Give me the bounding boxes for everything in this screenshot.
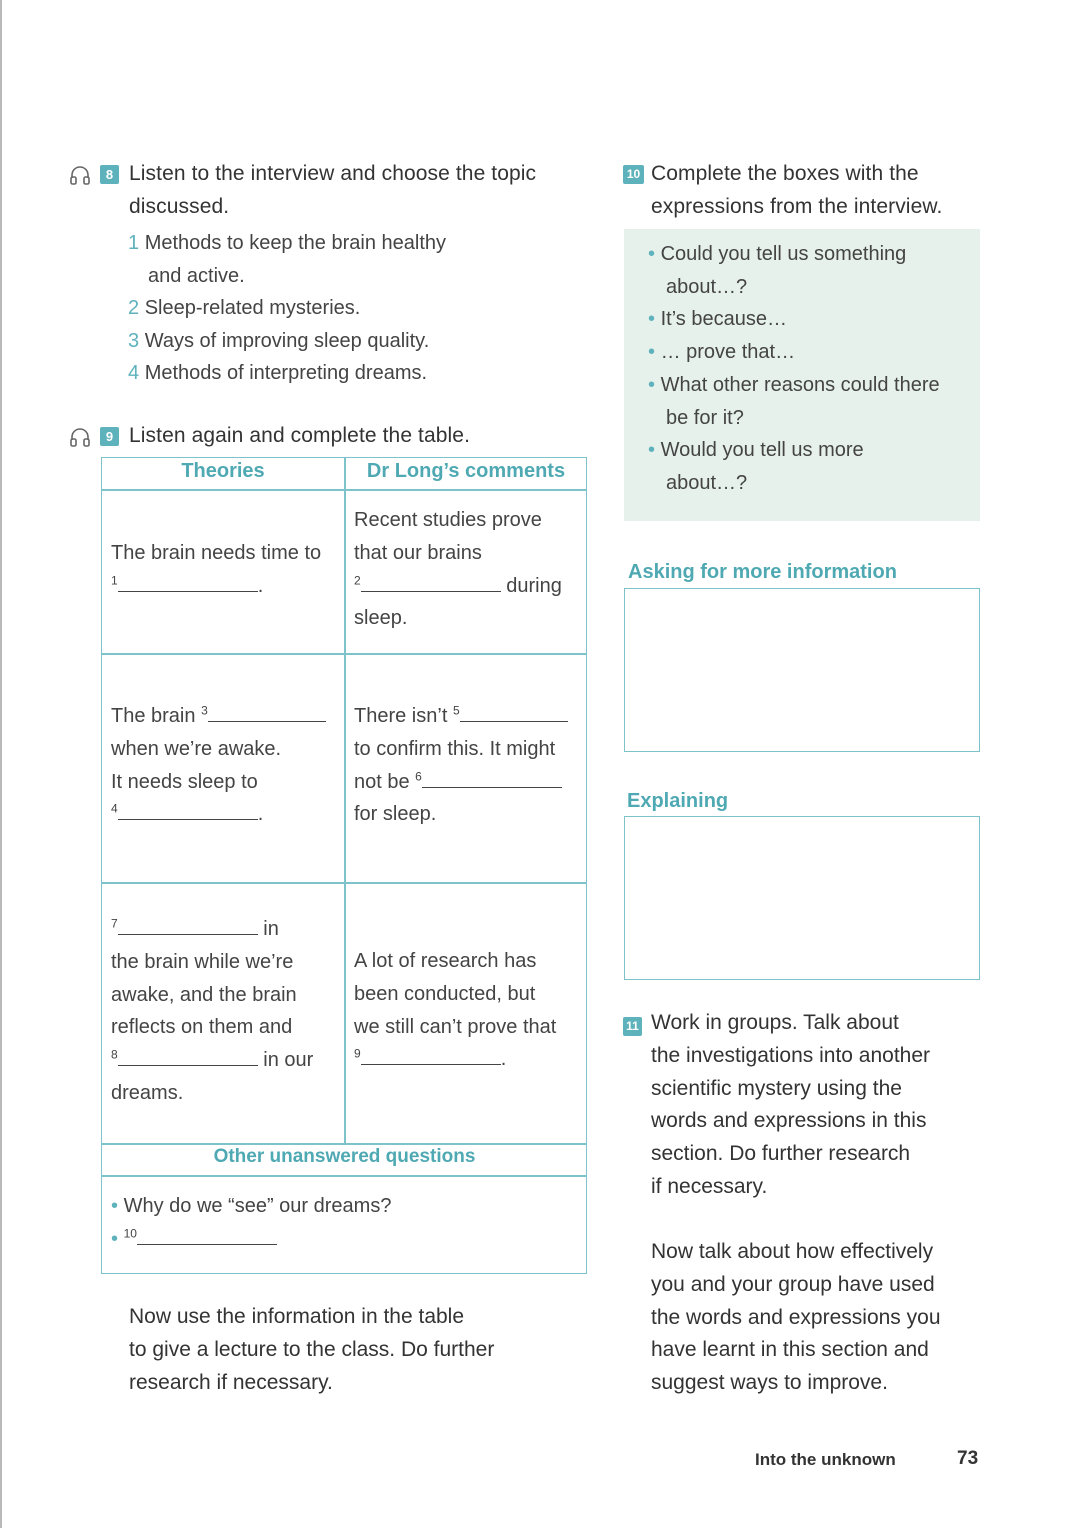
instruction-line: Complete the boxes with the: [651, 162, 919, 185]
answer-blank[interactable]: [208, 703, 326, 722]
list-item: 3 Ways of improving sleep quality.: [128, 329, 430, 352]
cell-text: been conducted, but: [354, 982, 536, 1005]
headphones-icon: [69, 164, 91, 186]
cell-text: to confirm this. It might: [354, 737, 556, 760]
cell-text: $^1$ .: [111, 573, 264, 597]
answer-blank[interactable]: [118, 916, 258, 935]
cell-text: awake, and the brain: [111, 983, 297, 1006]
exercise-number-badge: 11: [623, 1017, 642, 1036]
list-item: • Why do we “see” our dreams?: [111, 1195, 392, 1217]
table-divider: [344, 457, 346, 1144]
table-divider: [101, 1143, 587, 1145]
table-cell: [354, 945, 584, 1076]
instruction-line: expressions from the interview.: [651, 195, 943, 218]
paragraph-line: Now talk about how effectively: [651, 1240, 934, 1263]
exercise-11-reflection: [651, 1236, 991, 1400]
paragraph-line: if necessary.: [651, 1174, 768, 1198]
answer-blank[interactable]: [422, 769, 562, 788]
expressions-list: [648, 238, 978, 500]
cell-text: A lot of research has: [354, 950, 537, 972]
cell-text: $^9$ .: [354, 1046, 507, 1071]
column-header-comments: Dr Long’s comments: [366, 460, 566, 482]
exercise-number-badge: 10: [623, 165, 644, 184]
list-item: be for it?: [666, 406, 744, 429]
paragraph-line: you and your group have used: [651, 1272, 935, 1296]
exercise-8-instruction: [129, 157, 589, 223]
cell-text: reflects on them and: [111, 1016, 293, 1039]
paragraph-line: Now use the information in the table: [129, 1305, 465, 1328]
cell-text: It needs sleep to: [111, 770, 258, 793]
list-item: • $^{10}$: [111, 1223, 571, 1256]
topic-options-list: [128, 227, 578, 390]
paragraph-line: research if necessary.: [129, 1370, 333, 1394]
cell-text: $^2$ during: [354, 572, 562, 597]
cell-text: The brain $^3$: [111, 700, 341, 733]
page-number: 73: [957, 1448, 979, 1469]
table-divider: [101, 882, 587, 884]
explaining-box-title: Explaining: [627, 790, 729, 812]
paragraph-line: have learnt in this section and: [651, 1338, 929, 1362]
exercise-9-instruction: Listen again and complete the table.: [129, 424, 471, 447]
paragraph-line: words and expressions in this: [651, 1109, 927, 1133]
answer-blank[interactable]: [460, 703, 568, 722]
list-item: • What other reasons could there: [648, 373, 940, 396]
table-divider: [101, 489, 587, 491]
cell-text: Recent studies prove: [354, 509, 542, 531]
paragraph-line: section. Do further research: [651, 1142, 911, 1166]
table-divider: [101, 653, 587, 655]
cell-text: $^4$ .: [111, 801, 264, 826]
table-cell: [354, 504, 584, 635]
paragraph-line: Work in groups. Talk about: [651, 1011, 899, 1034]
table-cell: [111, 700, 341, 831]
instruction-line: discussed.: [129, 195, 230, 218]
cell-text: $^7$ in: [111, 916, 279, 940]
list-item: 1 Methods to keep the brain healthy: [128, 232, 446, 254]
paragraph-line: to give a lecture to the class. Do further: [129, 1337, 495, 1361]
list-item: • Would you tell us more: [648, 439, 864, 462]
answer-blank[interactable]: [361, 1046, 501, 1065]
cell-text: dreams.: [111, 1081, 184, 1104]
answer-blank[interactable]: [118, 801, 258, 820]
paragraph-line: the words and expressions you: [651, 1305, 941, 1329]
explaining-answer-box[interactable]: [624, 816, 980, 980]
cell-text: not be $^6$: [354, 766, 584, 799]
paragraph-line: scientific mystery using the: [651, 1076, 902, 1100]
exercise-9-followup: [129, 1301, 569, 1399]
list-item: about…?: [666, 471, 748, 494]
exercise-11-instruction: [651, 1007, 991, 1204]
cell-text: There isn’t $^5$: [354, 700, 584, 733]
answer-blank[interactable]: [361, 573, 501, 592]
paragraph-line: the investigations into another: [651, 1043, 931, 1067]
list-item: 4 Methods of interpreting dreams.: [128, 362, 428, 384]
exercise-number-badge: 8: [100, 165, 119, 184]
list-item: about…?: [666, 275, 748, 298]
cell-text: $^8$ in our: [111, 1047, 314, 1072]
cell-text: the brain while we’re: [111, 950, 294, 973]
list-item: and active.: [148, 264, 245, 287]
page-edge: [0, 0, 2, 1528]
other-questions-header: Other unanswered questions: [213, 1146, 476, 1167]
table-cell: [111, 913, 341, 1110]
cell-text: The brain needs time to: [111, 542, 322, 564]
footer-unit-title: Into the unknown: [755, 1450, 896, 1469]
cell-text: we still can’t prove that: [354, 1015, 557, 1038]
table-cell: [111, 537, 341, 603]
exercise-number-badge: 9: [100, 427, 119, 446]
instruction-line: Listen to the interview and choose the topic: [129, 162, 537, 185]
cell-text: sleep.: [354, 607, 408, 630]
list-item: • It’s because…: [648, 308, 787, 331]
answer-blank[interactable]: [118, 1047, 258, 1066]
table-cell: [354, 700, 584, 831]
exercise-10-instruction: [651, 157, 991, 223]
answer-blank[interactable]: [137, 1226, 277, 1245]
list-item: • Could you tell us something: [648, 243, 907, 265]
list-item: • … prove that…: [648, 341, 796, 364]
table-divider: [101, 1175, 587, 1177]
asking-box-title: Asking for more information: [628, 561, 897, 583]
asking-answer-box[interactable]: [624, 588, 980, 752]
list-item: 2 Sleep-related mysteries.: [128, 297, 361, 319]
paragraph-line: suggest ways to improve.: [651, 1371, 888, 1395]
answer-blank[interactable]: [118, 573, 258, 592]
other-questions-list: [111, 1190, 571, 1256]
cell-text: for sleep.: [354, 803, 437, 826]
headphones-icon: [69, 426, 91, 448]
cell-text: when we’re awake.: [111, 737, 282, 760]
cell-text: that our brains: [354, 541, 482, 564]
column-header-theories: Theories: [181, 460, 265, 482]
